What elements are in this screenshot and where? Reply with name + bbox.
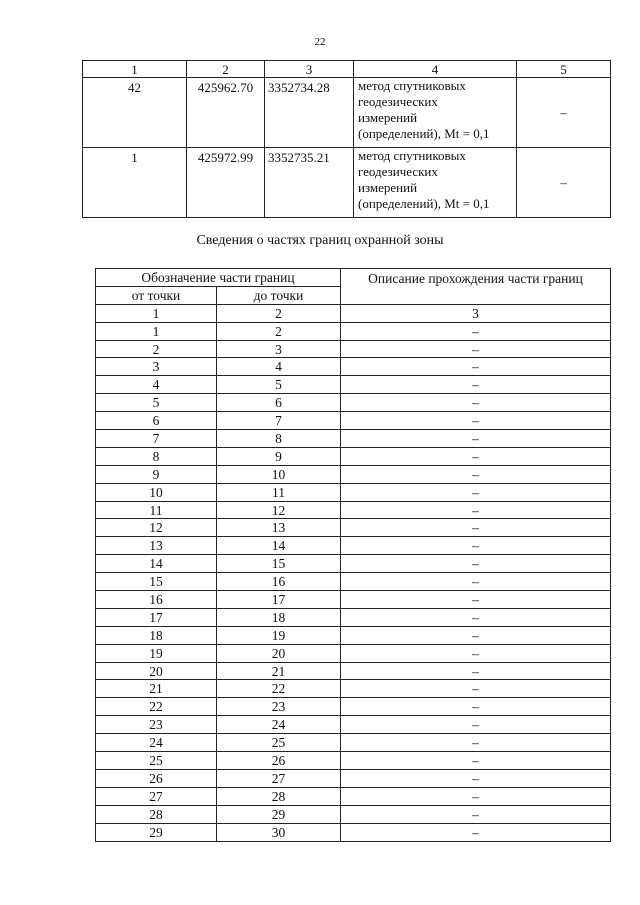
method-line: (определений), Mt = 0,1 bbox=[358, 126, 490, 141]
from-point-cell: 28 bbox=[96, 805, 217, 823]
table-row bbox=[96, 394, 611, 412]
to-point-cell: 30 bbox=[217, 823, 341, 841]
description-cell: – bbox=[341, 662, 611, 680]
to-point-cell: 3 bbox=[217, 340, 341, 358]
header-description: Описание прохождения части границ bbox=[341, 269, 611, 305]
to-point-cell: 12 bbox=[217, 501, 341, 519]
method-cell bbox=[354, 148, 517, 218]
description-cell: – bbox=[341, 358, 611, 376]
table-row bbox=[96, 430, 611, 448]
from-point-cell: 18 bbox=[96, 626, 217, 644]
to-point-cell: 22 bbox=[217, 680, 341, 698]
to-point-cell: 9 bbox=[217, 447, 341, 465]
boundary-parts-table bbox=[95, 268, 611, 842]
from-point-cell: 4 bbox=[96, 376, 217, 394]
from-point-cell: 24 bbox=[96, 734, 217, 752]
to-point-cell: 4 bbox=[217, 358, 341, 376]
from-point-cell: 13 bbox=[96, 537, 217, 555]
description-cell: – bbox=[341, 555, 611, 573]
description-cell: – bbox=[341, 644, 611, 662]
to-point-cell: 20 bbox=[217, 644, 341, 662]
table-row bbox=[96, 591, 611, 609]
description-cell: – bbox=[341, 483, 611, 501]
method-line: метод спутниковых bbox=[358, 78, 466, 93]
section-title: Сведения о частях границ охранной зоны bbox=[196, 233, 444, 248]
table-row bbox=[96, 412, 611, 430]
x-coordinate: 425972.99 bbox=[187, 148, 265, 218]
to-point-cell: 6 bbox=[217, 394, 341, 412]
from-point-cell: 3 bbox=[96, 358, 217, 376]
description-cell: – bbox=[341, 465, 611, 483]
col-header-1: 1 bbox=[83, 61, 187, 78]
table-row bbox=[96, 322, 611, 340]
description-cell: – bbox=[341, 340, 611, 358]
table-row bbox=[96, 573, 611, 591]
table-row bbox=[96, 447, 611, 465]
from-point-cell: 12 bbox=[96, 519, 217, 537]
to-point-cell: 17 bbox=[217, 591, 341, 609]
table-row bbox=[83, 148, 611, 218]
method-cell bbox=[354, 78, 517, 148]
from-point-cell: 14 bbox=[96, 555, 217, 573]
description-cell: – bbox=[341, 805, 611, 823]
page-number: 22 bbox=[314, 36, 326, 48]
numbering-cell: 2 bbox=[217, 304, 341, 322]
from-point-cell: 9 bbox=[96, 465, 217, 483]
description-cell: – bbox=[341, 787, 611, 805]
table-row bbox=[96, 465, 611, 483]
table-row bbox=[96, 662, 611, 680]
y-coordinate: 3352734.28 bbox=[265, 78, 354, 148]
to-point-cell: 21 bbox=[217, 662, 341, 680]
to-point-cell: 13 bbox=[217, 519, 341, 537]
from-point-cell: 10 bbox=[96, 483, 217, 501]
description-cell: – bbox=[341, 573, 611, 591]
table-row bbox=[96, 626, 611, 644]
to-point-cell: 23 bbox=[217, 698, 341, 716]
table-row bbox=[96, 823, 611, 841]
description-cell: – bbox=[341, 430, 611, 448]
to-point-cell: 24 bbox=[217, 716, 341, 734]
table-row bbox=[96, 752, 611, 770]
to-point-cell: 10 bbox=[217, 465, 341, 483]
table-row bbox=[96, 555, 611, 573]
table-row bbox=[96, 769, 611, 787]
description-cell: – bbox=[341, 322, 611, 340]
description-cell: – bbox=[341, 734, 611, 752]
table-row bbox=[96, 734, 611, 752]
description-cell: – bbox=[341, 412, 611, 430]
table-row bbox=[96, 376, 611, 394]
description-cell: – bbox=[341, 591, 611, 609]
from-point-cell: 19 bbox=[96, 644, 217, 662]
y-coordinate: 3352735.21 bbox=[265, 148, 354, 218]
header-group: Обозначение части границ bbox=[96, 269, 341, 287]
point-number: 1 bbox=[83, 148, 187, 218]
from-point-cell: 6 bbox=[96, 412, 217, 430]
table-row bbox=[96, 608, 611, 626]
from-point-cell: 22 bbox=[96, 698, 217, 716]
to-point-cell: 28 bbox=[217, 787, 341, 805]
coordinates-header-row bbox=[83, 61, 611, 78]
method-line: (определений), Mt = 0,1 bbox=[358, 196, 490, 211]
to-point-cell: 14 bbox=[217, 537, 341, 555]
description-cell: – bbox=[341, 769, 611, 787]
table-row bbox=[96, 716, 611, 734]
description-cell: – bbox=[341, 537, 611, 555]
table-row bbox=[96, 519, 611, 537]
col-header-5: 5 bbox=[517, 61, 611, 78]
description-cell: – bbox=[341, 376, 611, 394]
from-point-cell: 27 bbox=[96, 787, 217, 805]
table-row bbox=[96, 483, 611, 501]
numbering-cell: 1 bbox=[96, 304, 217, 322]
to-point-cell: 18 bbox=[217, 608, 341, 626]
description-cell: – bbox=[341, 823, 611, 841]
method-line: метод спутниковых bbox=[358, 148, 466, 163]
col-header-2: 2 bbox=[187, 61, 265, 78]
description-cell: – bbox=[341, 698, 611, 716]
x-coordinate: 425962.70 bbox=[187, 78, 265, 148]
header-row bbox=[96, 269, 611, 287]
from-point-cell: 29 bbox=[96, 823, 217, 841]
table-row bbox=[96, 537, 611, 555]
from-point-cell: 1 bbox=[96, 322, 217, 340]
description-cell: – bbox=[341, 447, 611, 465]
to-point-cell: 15 bbox=[217, 555, 341, 573]
description-cell: – bbox=[341, 608, 611, 626]
from-point-cell: 8 bbox=[96, 447, 217, 465]
table-row bbox=[96, 501, 611, 519]
coordinates-table bbox=[82, 60, 611, 218]
to-point-cell: 27 bbox=[217, 769, 341, 787]
from-point-cell: 15 bbox=[96, 573, 217, 591]
description-cell: – bbox=[341, 680, 611, 698]
description-cell: – bbox=[341, 626, 611, 644]
to-point-cell: 2 bbox=[217, 322, 341, 340]
point-number: 42 bbox=[83, 78, 187, 148]
to-point-cell: 19 bbox=[217, 626, 341, 644]
method-line: геодезических bbox=[358, 94, 438, 109]
from-point-cell: 26 bbox=[96, 769, 217, 787]
header-from-point: от точки bbox=[96, 286, 217, 304]
to-point-cell: 25 bbox=[217, 734, 341, 752]
to-point-cell: 8 bbox=[217, 430, 341, 448]
description-cell: – bbox=[341, 752, 611, 770]
from-point-cell: 25 bbox=[96, 752, 217, 770]
col-header-4: 4 bbox=[354, 61, 517, 78]
description-cell: – bbox=[341, 716, 611, 734]
numbering-cell: 3 bbox=[341, 304, 611, 322]
table-row bbox=[96, 787, 611, 805]
description-cell: – bbox=[341, 519, 611, 537]
to-point-cell: 16 bbox=[217, 573, 341, 591]
table-row bbox=[83, 78, 611, 148]
from-point-cell: 16 bbox=[96, 591, 217, 609]
note-cell: – bbox=[517, 148, 611, 218]
from-point-cell: 23 bbox=[96, 716, 217, 734]
from-point-cell: 5 bbox=[96, 394, 217, 412]
from-point-cell: 20 bbox=[96, 662, 217, 680]
to-point-cell: 26 bbox=[217, 752, 341, 770]
table-row bbox=[96, 340, 611, 358]
to-point-cell: 7 bbox=[217, 412, 341, 430]
table-row bbox=[96, 680, 611, 698]
to-point-cell: 11 bbox=[217, 483, 341, 501]
method-line: геодезических bbox=[358, 164, 438, 179]
table-row bbox=[96, 805, 611, 823]
to-point-cell: 29 bbox=[217, 805, 341, 823]
description-cell: – bbox=[341, 394, 611, 412]
table-row bbox=[96, 698, 611, 716]
header-to-point: до точки bbox=[217, 286, 341, 304]
from-point-cell: 21 bbox=[96, 680, 217, 698]
from-point-cell: 17 bbox=[96, 608, 217, 626]
numbering-row bbox=[96, 304, 611, 322]
from-point-cell: 11 bbox=[96, 501, 217, 519]
note-cell: – bbox=[517, 78, 611, 148]
col-header-3: 3 bbox=[265, 61, 354, 78]
method-line: измерений bbox=[358, 180, 418, 195]
table-row bbox=[96, 358, 611, 376]
from-point-cell: 2 bbox=[96, 340, 217, 358]
table-row bbox=[96, 644, 611, 662]
from-point-cell: 7 bbox=[96, 430, 217, 448]
method-line: измерений bbox=[358, 110, 418, 125]
description-cell: – bbox=[341, 501, 611, 519]
to-point-cell: 5 bbox=[217, 376, 341, 394]
